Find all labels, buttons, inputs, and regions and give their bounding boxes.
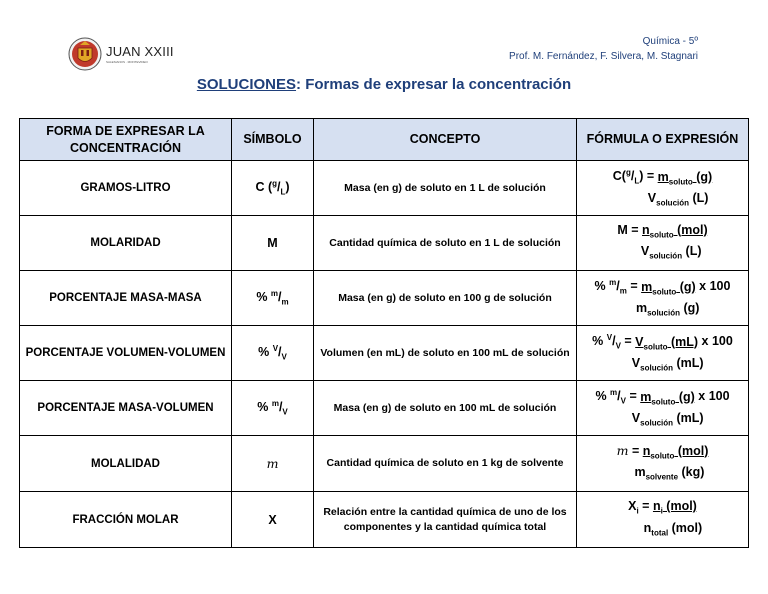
row-symbol: % $^m/_V$ <box>232 381 314 436</box>
row-name: PORCENTAJE MASA-VOLUMEN <box>20 381 232 436</box>
table-row <box>20 492 749 548</box>
row-name: MOLALIDAD <box>20 436 232 492</box>
table-row <box>20 326 749 381</box>
row-concept: Cantidad química de soluto en 1 kg de solvente <box>314 436 577 492</box>
row-name: PORCENTAJE VOLUMEN-VOLUMEN <box>20 326 232 381</box>
title-rest: : Formas de expresar la concentración <box>296 76 572 93</box>
logo-name: JUAN XXIII <box>106 44 174 59</box>
row-concept: Cantidad química de soluto en 1 L de solución <box>314 216 577 271</box>
row-name: MOLARIDAD <box>20 216 232 271</box>
row-symbol: % $^V/_V$ <box>232 326 314 381</box>
row-concept: Masa (en g) de soluto en 1 L de solución <box>314 161 577 216</box>
row-name: PORCENTAJE MASA-MASA <box>20 271 232 326</box>
table-row <box>20 381 749 436</box>
table-header-row <box>20 119 749 161</box>
row-symbol: C $(^g/_L)$ <box>232 161 314 216</box>
header-form: FORMA DE EXPRESAR LA CONCENTRACIÓN <box>20 119 232 161</box>
row-formula: $M = n_{soluto}$ (mol) $V_{solución}$ (L) <box>577 216 749 271</box>
molality-symbol: m <box>266 456 279 471</box>
row-symbol <box>232 436 314 492</box>
row-concept: Relación entre la cantidad química de uno de los componentes y la cantidad química total <box>314 492 577 548</box>
page-title <box>0 76 768 93</box>
row-formula: % $^m/_V = m_{soluto}$ (g) x 100 $V_{solución}$ (mL) <box>577 381 749 436</box>
table-row <box>20 161 749 216</box>
row-name: GRAMOS-LITRO <box>20 161 232 216</box>
logo-subtitle: SALESIANOS · MONTEVIDEO <box>106 60 148 64</box>
header-symbol: SÍMBOLO <box>232 119 314 161</box>
concentration-table <box>19 118 749 548</box>
row-formula: $C(^g/_L) = m_{soluto}$ (g) $V_{solución}$ (L) <box>577 161 749 216</box>
row-symbol: X <box>232 492 314 548</box>
table-row <box>20 271 749 326</box>
table-row <box>20 216 749 271</box>
header-formula: FÓRMULA O EXPRESIÓN <box>577 119 749 161</box>
row-symbol: M <box>232 216 314 271</box>
school-seal-icon <box>68 36 102 72</box>
row-formula: $m = n_{soluto}$ (mol) $m_{solvente}$ (kg) <box>577 436 749 492</box>
row-name: FRACCIÓN MOLAR <box>20 492 232 548</box>
course-label: Química - 5º <box>642 36 698 47</box>
row-formula: % $^V/_V = V_{soluto}$ (mL) x 100 $V_{solución}$ (mL) <box>577 326 749 381</box>
header-concept: CONCEPTO <box>314 119 577 161</box>
authors-label: Prof. M. Fernández, F. Silvera, M. Stagnari <box>509 51 698 62</box>
row-formula: % $^m/_m = m_{soluto}$ (g) x 100 $m_{solución}$ (g) <box>577 271 749 326</box>
row-formula: $X_i = n_i$ (mol) $n_{total}$ (mol) <box>577 492 749 548</box>
row-concept: Volumen (en mL) de soluto en 100 mL de solución <box>314 326 577 381</box>
row-concept: Masa (en g) de soluto en 100 mL de solución <box>314 381 577 436</box>
row-symbol: % $^m/_m$ <box>232 271 314 326</box>
school-logo <box>68 36 178 74</box>
title-main: SOLUCIONES <box>196 76 297 93</box>
row-concept: Masa (en g) de soluto en 100 g de solución <box>314 271 577 326</box>
table-row <box>20 436 749 492</box>
